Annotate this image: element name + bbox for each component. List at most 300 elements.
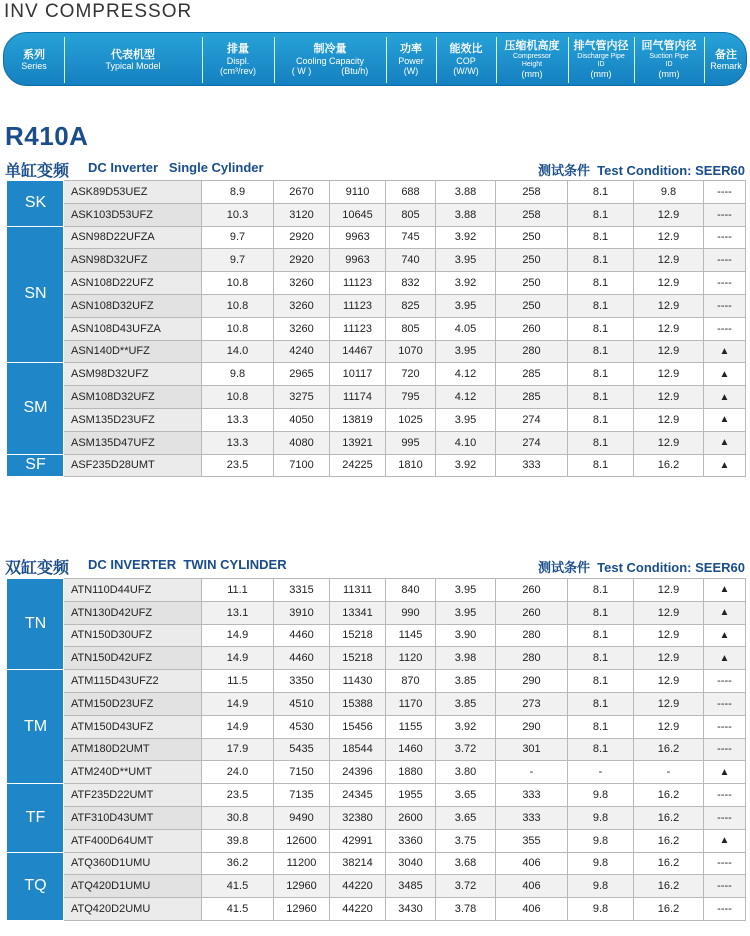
- cell-remark: ----: [704, 806, 746, 829]
- cell-cooling-w: 9490: [274, 806, 330, 829]
- cell-power: 805: [386, 317, 436, 340]
- cell-power: 1025: [386, 408, 436, 431]
- header-suction-pipe: 回气管内径 Suction Pipe ID (mm): [641, 40, 697, 80]
- table-row: [8, 203, 746, 226]
- cell-model: ASN98D32UFZ: [64, 249, 202, 272]
- cell-discharge-id: 9.8: [568, 806, 634, 829]
- cell-displacement: 41.5: [202, 898, 274, 921]
- cell-suction-id: 16.2: [634, 829, 704, 852]
- cell-height: 333: [496, 784, 568, 807]
- cell-cooling-w: 3260: [274, 272, 330, 295]
- refrigerant-title: R410A: [5, 121, 89, 151]
- cell-height: 285: [496, 363, 568, 386]
- cell-power: 805: [386, 203, 436, 226]
- cell-power: 795: [386, 386, 436, 409]
- cell-discharge-id: 9.8: [568, 784, 634, 807]
- cell-cop: 3.92: [436, 272, 496, 295]
- cell-discharge-id: 9.8: [568, 898, 634, 921]
- cell-cooling-btu: 44220: [330, 898, 386, 921]
- cell-remark: ----: [704, 852, 746, 875]
- cell-suction-id: 12.9: [634, 226, 704, 249]
- cell-suction-id: 16.2: [634, 898, 704, 921]
- cell-suction-id: 12.9: [634, 294, 704, 317]
- cell-displacement: 14.9: [202, 692, 274, 715]
- table-row: [8, 647, 746, 670]
- cell-model: ATM150D43UFZ: [64, 715, 202, 738]
- cell-displacement: 30.8: [202, 806, 274, 829]
- cell-discharge-id: -: [568, 761, 634, 784]
- cell-suction-id: 12.9: [634, 363, 704, 386]
- cell-height: 250: [496, 272, 568, 295]
- cell-displacement: 9.8: [202, 363, 274, 386]
- cell-remark: ----: [704, 272, 746, 295]
- cell-power: 825: [386, 294, 436, 317]
- cell-cooling-btu: 13819: [330, 408, 386, 431]
- cell-power: 3360: [386, 829, 436, 852]
- cell-model: ATF310D43UMT: [64, 806, 202, 829]
- cell-displacement: 10.3: [202, 203, 274, 226]
- cell-remark: ----: [704, 738, 746, 761]
- cell-height: 258: [496, 203, 568, 226]
- cell-discharge-id: 8.1: [568, 692, 634, 715]
- cell-model: ASN108D32UFZ: [64, 294, 202, 317]
- cell-cooling-w: 12960: [274, 875, 330, 898]
- cell-model: ATM180D2UMT: [64, 738, 202, 761]
- table-row: [8, 875, 746, 898]
- cell-discharge-id: 8.1: [568, 670, 634, 693]
- series-label: TN: [8, 579, 64, 670]
- cell-height: 250: [496, 226, 568, 249]
- column-header-bar: [3, 32, 747, 86]
- cell-discharge-id: 9.8: [568, 829, 634, 852]
- cell-suction-id: 12.9: [634, 317, 704, 340]
- cell-remark: ▲: [704, 408, 746, 431]
- cell-remark: ----: [704, 181, 746, 204]
- cell-power: 1955: [386, 784, 436, 807]
- cell-suction-id: 9.8: [634, 181, 704, 204]
- cell-model: ASM135D47UFZ: [64, 431, 202, 454]
- cell-power: 2600: [386, 806, 436, 829]
- series-label: TQ: [8, 852, 64, 920]
- cell-cooling-w: 7150: [274, 761, 330, 784]
- cell-power: 3430: [386, 898, 436, 921]
- table-row: [8, 692, 746, 715]
- cell-remark: ▲: [704, 340, 746, 363]
- cell-power: 3485: [386, 875, 436, 898]
- cell-cooling-btu: 11123: [330, 272, 386, 295]
- cell-model: ASK89D53UEZ: [64, 181, 202, 204]
- cell-discharge-id: 8.1: [568, 181, 634, 204]
- cell-cooling-w: 2670: [274, 181, 330, 204]
- cell-discharge-id: 8.1: [568, 579, 634, 602]
- cell-displacement: 8.9: [202, 181, 274, 204]
- cell-model: ATQ360D1UMU: [64, 852, 202, 875]
- cell-cooling-btu: 15456: [330, 715, 386, 738]
- cell-discharge-id: 8.1: [568, 386, 634, 409]
- table-row: [8, 715, 746, 738]
- cell-remark: ▲: [704, 829, 746, 852]
- cell-suction-id: 16.2: [634, 454, 704, 477]
- cell-cooling-btu: 42991: [330, 829, 386, 852]
- cell-cooling-w: 3260: [274, 317, 330, 340]
- cell-remark: ----: [704, 784, 746, 807]
- cell-displacement: 23.5: [202, 784, 274, 807]
- cell-cooling-w: 3315: [274, 579, 330, 602]
- cell-remark: ▲: [704, 363, 746, 386]
- cell-suction-id: 12.9: [634, 670, 704, 693]
- cell-displacement: 24.0: [202, 761, 274, 784]
- cell-displacement: 41.5: [202, 875, 274, 898]
- cell-height: 274: [496, 408, 568, 431]
- cell-discharge-id: 8.1: [568, 454, 634, 477]
- cell-suction-id: 12.9: [634, 408, 704, 431]
- cell-power: 1155: [386, 715, 436, 738]
- cell-power: 1120: [386, 647, 436, 670]
- cell-cooling-w: 4080: [274, 431, 330, 454]
- cell-suction-id: -: [634, 761, 704, 784]
- cell-model: ASM108D32UFZ: [64, 386, 202, 409]
- cell-discharge-id: 8.1: [568, 272, 634, 295]
- cell-suction-id: 16.2: [634, 852, 704, 875]
- cell-discharge-id: 8.1: [568, 624, 634, 647]
- cell-height: 333: [496, 454, 568, 477]
- cell-power: 1880: [386, 761, 436, 784]
- cell-power: 995: [386, 431, 436, 454]
- table-row: [8, 670, 746, 693]
- header-cooling-capacity: 制冷量 Cooling Capacity ( W ) (Btu/h): [291, 43, 369, 77]
- cell-height: 285: [496, 386, 568, 409]
- table-row: [8, 181, 746, 204]
- cell-cooling-btu: 24345: [330, 784, 386, 807]
- header-series: 系列 Series: [21, 48, 47, 72]
- cell-height: 406: [496, 852, 568, 875]
- cell-model: ATQ420D1UMU: [64, 875, 202, 898]
- cell-height: 250: [496, 294, 568, 317]
- table-row: [8, 898, 746, 921]
- cell-cooling-w: 3910: [274, 601, 330, 624]
- cell-model: ASN98D22UFZA: [64, 226, 202, 249]
- cell-power: 745: [386, 226, 436, 249]
- cell-cooling-w: 3275: [274, 386, 330, 409]
- cell-height: -: [496, 761, 568, 784]
- cell-model: ASK103D53UFZ: [64, 203, 202, 226]
- cell-height: 290: [496, 715, 568, 738]
- cell-cooling-btu: 10645: [330, 203, 386, 226]
- cell-height: 406: [496, 875, 568, 898]
- cell-cop: 3.98: [436, 647, 496, 670]
- section-twin-cylinder-heading: 双缸变频 DC INVERTER TWIN CYLINDER 测试条件 Test Condition: SEER60: [5, 557, 745, 577]
- table-row: [8, 784, 746, 807]
- cell-cooling-w: 4530: [274, 715, 330, 738]
- cell-cooling-btu: 32380: [330, 806, 386, 829]
- cell-model: ATN110D44UFZ: [64, 579, 202, 602]
- table-row: [8, 806, 746, 829]
- cell-cooling-w: 4460: [274, 647, 330, 670]
- table-row: [8, 249, 746, 272]
- cell-displacement: 14.9: [202, 624, 274, 647]
- cell-discharge-id: 8.1: [568, 340, 634, 363]
- cell-cooling-btu: 13341: [330, 601, 386, 624]
- cell-power: 688: [386, 181, 436, 204]
- cell-displacement: 10.8: [202, 386, 274, 409]
- cell-model: ASF235D28UMT: [64, 454, 202, 477]
- cell-height: 355: [496, 829, 568, 852]
- cell-cooling-w: 7100: [274, 454, 330, 477]
- cell-suction-id: 12.9: [634, 272, 704, 295]
- cell-cooling-btu: 15218: [330, 647, 386, 670]
- cell-suction-id: 12.9: [634, 431, 704, 454]
- cell-cooling-btu: 13921: [330, 431, 386, 454]
- cell-displacement: 10.8: [202, 317, 274, 340]
- cell-power: 832: [386, 272, 436, 295]
- cell-cop: 3.92: [436, 226, 496, 249]
- cell-cop: 3.72: [436, 875, 496, 898]
- cell-cop: 3.78: [436, 898, 496, 921]
- cell-height: 280: [496, 624, 568, 647]
- table-row: [8, 340, 746, 363]
- cell-cooling-btu: 9110: [330, 181, 386, 204]
- cell-model: ASN140D**UFZ: [64, 340, 202, 363]
- cell-height: 274: [496, 431, 568, 454]
- cell-height: 333: [496, 806, 568, 829]
- cell-cop: 4.12: [436, 363, 496, 386]
- cell-power: 1810: [386, 454, 436, 477]
- cell-cooling-btu: 24225: [330, 454, 386, 477]
- cell-cooling-w: 12600: [274, 829, 330, 852]
- cell-power: 740: [386, 249, 436, 272]
- header-power: 功率 Power (W): [398, 43, 424, 77]
- cell-cop: 3.95: [436, 294, 496, 317]
- cell-suction-id: 12.9: [634, 647, 704, 670]
- header-cop: 能效比 COP (W/W): [449, 43, 483, 77]
- cell-cooling-w: 3120: [274, 203, 330, 226]
- cell-remark: ----: [704, 226, 746, 249]
- cell-discharge-id: 8.1: [568, 738, 634, 761]
- cell-suction-id: 16.2: [634, 806, 704, 829]
- cell-cooling-w: 4510: [274, 692, 330, 715]
- page-title: INV COMPRESSOR: [4, 1, 193, 22]
- cell-power: 3040: [386, 852, 436, 875]
- cell-model: ATN150D42UFZ: [64, 647, 202, 670]
- series-label: SN: [8, 226, 64, 363]
- cell-remark: ▲: [704, 624, 746, 647]
- cell-cooling-w: 4460: [274, 624, 330, 647]
- cell-height: 260: [496, 579, 568, 602]
- cell-displacement: 23.5: [202, 454, 274, 477]
- cell-discharge-id: 8.1: [568, 317, 634, 340]
- cell-displacement: 11.1: [202, 579, 274, 602]
- cell-remark: ----: [704, 875, 746, 898]
- cell-discharge-id: 8.1: [568, 408, 634, 431]
- cell-cop: 4.05: [436, 317, 496, 340]
- cell-height: 258: [496, 181, 568, 204]
- table-row: [8, 363, 746, 386]
- table-row: [8, 624, 746, 647]
- cell-displacement: 39.8: [202, 829, 274, 852]
- cell-discharge-id: 9.8: [568, 875, 634, 898]
- cell-cop: 3.68: [436, 852, 496, 875]
- table-row: [8, 294, 746, 317]
- cell-discharge-id: 8.1: [568, 601, 634, 624]
- table-row: [8, 761, 746, 784]
- cell-cooling-w: 4240: [274, 340, 330, 363]
- cell-discharge-id: 9.8: [568, 852, 634, 875]
- table-row: [8, 226, 746, 249]
- cell-model: ATF400D64UMT: [64, 829, 202, 852]
- table-row: [8, 408, 746, 431]
- cell-remark: ----: [704, 317, 746, 340]
- cell-cooling-w: 2920: [274, 249, 330, 272]
- table-row: [8, 738, 746, 761]
- cell-remark: ▲: [704, 579, 746, 602]
- cell-cooling-w: 11200: [274, 852, 330, 875]
- table-row: [8, 431, 746, 454]
- cell-cop: 3.95: [436, 579, 496, 602]
- cell-discharge-id: 8.1: [568, 203, 634, 226]
- cell-cop: 3.95: [436, 408, 496, 431]
- series-label: SM: [8, 363, 64, 454]
- cell-cooling-w: 12960: [274, 898, 330, 921]
- cell-cooling-w: 7135: [274, 784, 330, 807]
- cell-cop: 3.85: [436, 670, 496, 693]
- cell-cooling-btu: 10117: [330, 363, 386, 386]
- series-label: SK: [8, 181, 64, 227]
- cell-cop: 3.92: [436, 715, 496, 738]
- cell-remark: ----: [704, 249, 746, 272]
- cell-cooling-btu: 15218: [330, 624, 386, 647]
- cell-cooling-w: 5435: [274, 738, 330, 761]
- cell-cooling-btu: 11123: [330, 294, 386, 317]
- cell-height: 406: [496, 898, 568, 921]
- cell-cop: 3.85: [436, 692, 496, 715]
- series-label: TM: [8, 670, 64, 784]
- table-row: [8, 386, 746, 409]
- cell-remark: ▲: [704, 761, 746, 784]
- cell-model: ATM150D23UFZ: [64, 692, 202, 715]
- cell-model: ATM240D**UMT: [64, 761, 202, 784]
- cell-remark: ----: [704, 670, 746, 693]
- section-single-cylinder-heading: 单缸变频 DC Inverter Single Cylinder 测试条件 Test Condition: SEER60: [5, 160, 745, 180]
- cell-cooling-btu: 9963: [330, 226, 386, 249]
- cell-model: ATM115D43UFZ2: [64, 670, 202, 693]
- cell-remark: ▲: [704, 601, 746, 624]
- cell-discharge-id: 8.1: [568, 294, 634, 317]
- cell-remark: ----: [704, 898, 746, 921]
- cell-cooling-w: 2965: [274, 363, 330, 386]
- cell-suction-id: 12.9: [634, 203, 704, 226]
- cell-discharge-id: 8.1: [568, 249, 634, 272]
- cell-cop: 3.88: [436, 181, 496, 204]
- cell-cop: 3.95: [436, 601, 496, 624]
- cell-displacement: 14.0: [202, 340, 274, 363]
- cell-power: 1145: [386, 624, 436, 647]
- cell-cop: 3.65: [436, 784, 496, 807]
- cell-cooling-w: 3350: [274, 670, 330, 693]
- cell-remark: ▲: [704, 647, 746, 670]
- series-label: SF: [8, 454, 64, 477]
- header-displacement: 排量 Displ. (cm³/rev): [220, 43, 256, 77]
- cell-height: 301: [496, 738, 568, 761]
- cell-power: 720: [386, 363, 436, 386]
- header-compressor-height: 压缩机高度 Compressor Height (mm): [504, 40, 560, 80]
- cell-displacement: 14.9: [202, 647, 274, 670]
- cell-cop: 3.95: [436, 249, 496, 272]
- series-label: TF: [8, 784, 64, 852]
- cell-power: 1460: [386, 738, 436, 761]
- cell-remark: ----: [704, 715, 746, 738]
- cell-displacement: 9.7: [202, 226, 274, 249]
- cell-power: 840: [386, 579, 436, 602]
- cell-model: ATQ420D2UMU: [64, 898, 202, 921]
- cell-height: 250: [496, 249, 568, 272]
- cell-model: ATN130D42UFZ: [64, 601, 202, 624]
- header-remark: 备注 Remark: [710, 48, 742, 72]
- cell-remark: ▲: [704, 431, 746, 454]
- cell-cooling-btu: 9963: [330, 249, 386, 272]
- cell-height: 280: [496, 647, 568, 670]
- cell-model: ASN108D22UFZ: [64, 272, 202, 295]
- cell-displacement: 14.9: [202, 715, 274, 738]
- cell-cooling-w: 4050: [274, 408, 330, 431]
- cell-displacement: 10.8: [202, 272, 274, 295]
- cell-power: 1170: [386, 692, 436, 715]
- cell-cop: 4.12: [436, 386, 496, 409]
- cell-cop: 3.80: [436, 761, 496, 784]
- cell-suction-id: 16.2: [634, 784, 704, 807]
- cell-cooling-w: 3260: [274, 294, 330, 317]
- cell-power: 870: [386, 670, 436, 693]
- table-row: [8, 601, 746, 624]
- cell-height: 290: [496, 670, 568, 693]
- cell-discharge-id: 8.1: [568, 647, 634, 670]
- cell-displacement: 13.3: [202, 431, 274, 454]
- cell-suction-id: 12.9: [634, 692, 704, 715]
- cell-suction-id: 12.9: [634, 340, 704, 363]
- cell-cooling-w: 2920: [274, 226, 330, 249]
- cell-cop: 3.92: [436, 454, 496, 477]
- cell-cop: 3.95: [436, 340, 496, 363]
- cell-displacement: 36.2: [202, 852, 274, 875]
- cell-discharge-id: 8.1: [568, 715, 634, 738]
- cell-cop: 3.65: [436, 806, 496, 829]
- cell-height: 260: [496, 317, 568, 340]
- cell-remark: ----: [704, 692, 746, 715]
- cell-discharge-id: 8.1: [568, 363, 634, 386]
- cell-displacement: 13.3: [202, 408, 274, 431]
- cell-power: 990: [386, 601, 436, 624]
- cell-model: ATN150D30UFZ: [64, 624, 202, 647]
- table-row: [8, 852, 746, 875]
- cell-suction-id: 16.2: [634, 875, 704, 898]
- cell-cooling-btu: 24396: [330, 761, 386, 784]
- cell-model: ASN108D43UFZA: [64, 317, 202, 340]
- twin-cylinder-table: [7, 578, 746, 921]
- cell-cooling-btu: 15388: [330, 692, 386, 715]
- cell-cooling-btu: 18544: [330, 738, 386, 761]
- cell-cop: 3.88: [436, 203, 496, 226]
- table-row: [8, 454, 746, 477]
- cell-height: 260: [496, 601, 568, 624]
- cell-cooling-btu: 11430: [330, 670, 386, 693]
- cell-cooling-btu: 14467: [330, 340, 386, 363]
- cell-height: 280: [496, 340, 568, 363]
- cell-remark: ▲: [704, 454, 746, 477]
- cell-cop: 3.72: [436, 738, 496, 761]
- table-row: [8, 272, 746, 295]
- cell-remark: ----: [704, 294, 746, 317]
- cell-model: ASM135D23UFZ: [64, 408, 202, 431]
- cell-suction-id: 12.9: [634, 386, 704, 409]
